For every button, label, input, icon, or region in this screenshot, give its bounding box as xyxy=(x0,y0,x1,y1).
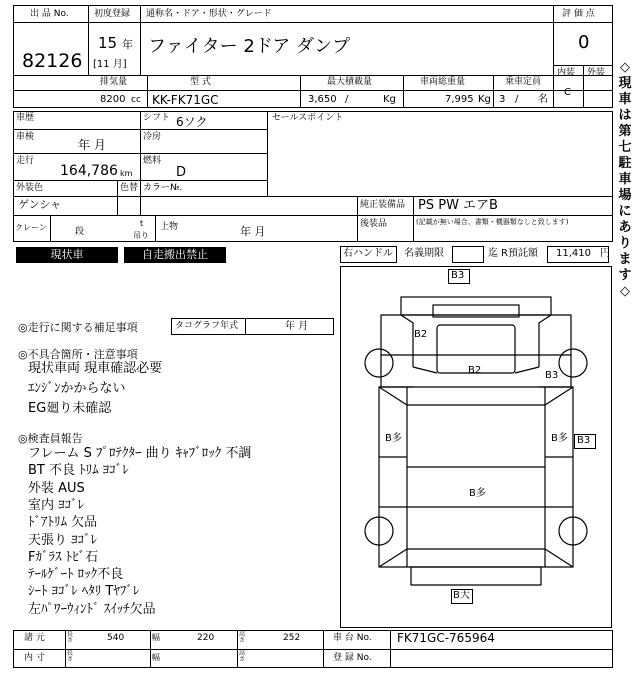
note-line: ﾄﾞｱﾄﾘﾑ 欠品 xyxy=(28,515,98,531)
length-value: 540 xyxy=(107,633,125,643)
inspector-title: ◎検査員報告 xyxy=(18,432,83,445)
aftermarket-note: (記載が無い場合、書類・機器類なしと致します) xyxy=(416,218,569,226)
color-no-label: カラー№. xyxy=(143,183,183,193)
fuel-value: D xyxy=(176,165,187,180)
tacho-label: タコグラフ年式 xyxy=(175,321,239,331)
max-load-label: 最大積載量 xyxy=(327,77,373,87)
upper-label: 上物 xyxy=(160,222,179,232)
note-line: EG廻り未確認 xyxy=(28,401,112,416)
max-load-slash: / xyxy=(345,94,349,105)
side-banner-text: ◇ 現 車 は 第 七 駐 車 場 に あ り ま す ◇ xyxy=(618,60,632,299)
interior-dims-label: 内 寸 xyxy=(24,653,45,663)
note-line: 室内 ﾖｺﾞﾚ xyxy=(28,497,85,513)
note-line: BT 不良 ﾄﾘﾑ ﾖｺﾞﾚ xyxy=(28,463,129,479)
shift-label: シフト xyxy=(143,113,171,123)
inner-length-label: 長さ xyxy=(67,650,74,663)
aftermarket-label: 後装品 xyxy=(360,219,388,229)
mark-label-b2-cab: B2 xyxy=(468,365,482,376)
note-line: 左ﾊﾟﾜｰｳｨﾝﾄﾞ ｽｲｯﾁ欠品 xyxy=(28,601,156,617)
tacho-value: 年 月 xyxy=(285,321,309,332)
first-reg-month: [11 月] xyxy=(93,59,127,70)
km-unit: km xyxy=(120,169,133,178)
dims-label: 諸 元 xyxy=(24,633,45,643)
note-line: ｼｰﾄ ﾖｺﾞﾚ ﾍﾀﾘ Tﾔﾌﾞﾚ xyxy=(28,584,140,600)
note-line: ﾃｰﾙｹﾞｰﾄ ﾛｯｸ不良 xyxy=(28,567,124,583)
inner-height-label: 高さ xyxy=(239,650,246,663)
registration-label: 登 録 No. xyxy=(333,653,372,663)
mark-label-bmulti-right: B多 xyxy=(551,433,568,444)
truck-top-view xyxy=(341,267,611,627)
right-handle: 右ハンドル xyxy=(343,248,393,259)
shift-value: 6ソク xyxy=(176,115,208,129)
vehicle-name: ファイター 2ドア ダンプ xyxy=(148,36,351,57)
mark-label-blarge-rear: B大 xyxy=(453,590,470,601)
width-value: 220 xyxy=(197,633,215,643)
driving-title: ◎走行に関する補足事項 xyxy=(18,321,138,334)
capacity-label: 乗車定員 xyxy=(505,77,542,87)
gross-weight-value: 7,995 xyxy=(445,94,474,105)
height-value: 252 xyxy=(283,633,301,643)
side-banner xyxy=(615,60,635,360)
genuine-label: 純正装備品 xyxy=(360,200,406,210)
crane-lift: 吊り xyxy=(133,231,149,240)
mark-label-bmulti-left: B多 xyxy=(385,433,402,444)
gross-weight-label: 車両総重量 xyxy=(420,77,466,87)
mark-label-b3-front: B3 xyxy=(451,270,465,281)
vehicle-name-label: 通称名・ドア・形状・グレード xyxy=(146,9,272,19)
cc-unit: cc xyxy=(131,95,141,105)
interior-grade: C xyxy=(564,87,571,98)
mileage-label: 走行 xyxy=(16,156,35,166)
damage-diagram xyxy=(340,266,612,628)
rmeter-label: R預託額 xyxy=(501,248,538,259)
inner-width-label: 幅 xyxy=(152,653,160,662)
inspection-value: 年 月 xyxy=(78,138,106,152)
color-value: ゲンシャ xyxy=(18,198,62,211)
note-line: 現状車両 現車確認必要 xyxy=(28,361,163,376)
color-label: 外装色 xyxy=(16,183,44,193)
note-line: Fｶﾞﾗｽ ﾄﾋﾞ石 xyxy=(28,549,99,565)
defects-title: ◎不具合箇所・注意事項 xyxy=(18,348,138,361)
model-value: KK-FK71GC xyxy=(152,93,219,107)
model-label: 型 式 xyxy=(190,77,211,87)
genuine-value: PS PW エアB xyxy=(418,198,498,213)
self-drive-prohibited-badge: 自走搬出禁止 xyxy=(124,247,226,263)
aircon-label: 冷房 xyxy=(143,132,162,142)
mark-label-b3-right: B3 xyxy=(545,370,559,381)
note-line: 外装 AUS xyxy=(28,480,85,496)
mark-label-b3-side: B3 xyxy=(577,435,591,446)
name-change-deadline: 名義期限 xyxy=(404,248,444,259)
chassis-label: 車 台 No. xyxy=(333,633,372,643)
max-load-kg: Kg xyxy=(383,94,396,105)
note-line: 天張り ﾖｺﾞﾚ xyxy=(28,532,98,548)
capacity-value: 3 xyxy=(499,94,506,105)
odo-label: 迄 xyxy=(488,248,498,259)
capacity-unit: 名 xyxy=(538,94,548,105)
height-label: 高さ xyxy=(239,631,246,644)
interior-grade-label: 内装 xyxy=(557,68,576,78)
chassis-value: FK71GC-765964 xyxy=(397,631,495,645)
upper-value: 年 月 xyxy=(240,225,266,238)
mark-label-bmulti-bed: B多 xyxy=(469,488,486,499)
score-value: 0 xyxy=(578,32,590,53)
crane-label: クレーン xyxy=(15,223,47,232)
displacement-label: 排気量 xyxy=(100,77,128,87)
score-label: 評 価 点 xyxy=(562,9,595,19)
listing-no-label: 出 品 No. xyxy=(30,9,69,19)
note-line: フレーム S ﾌﾟﾛﾃｸﾀｰ 曲り ｷｬﾌﾞﾛｯｸ 不調 xyxy=(28,446,252,461)
max-load-value: 3,650 xyxy=(308,94,337,105)
first-reg-year: 15 xyxy=(98,34,118,52)
current-status-badge: 現状車 xyxy=(16,247,118,263)
inspection-label: 車検 xyxy=(16,132,35,142)
mark-label-b2-window: B2 xyxy=(414,329,428,340)
first-reg-label: 初度登録 xyxy=(94,9,131,19)
history-label: 車歴 xyxy=(16,113,35,123)
year-unit: 年 xyxy=(122,38,133,51)
fuel-label: 燃料 xyxy=(143,156,162,166)
mileage-value: 164,786 xyxy=(60,163,118,179)
crane-t: t xyxy=(140,219,144,228)
color-change-label: 色替 xyxy=(120,183,139,193)
capacity-slash: / xyxy=(515,94,519,105)
exterior-grade-label: 外装 xyxy=(587,68,606,78)
deadline-box xyxy=(452,246,484,263)
sales-point-label: セールスポイント xyxy=(272,113,344,123)
rmeter-value: 11,410 xyxy=(556,248,591,259)
yen-unit: 円 xyxy=(600,248,610,259)
crane-steps: 段 xyxy=(75,227,85,237)
length-label: 長さ xyxy=(67,631,74,644)
gross-weight-kg: Kg xyxy=(478,94,491,105)
width-label: 幅 xyxy=(152,633,160,642)
note-line: ｴﾝｼﾞﾝかからない xyxy=(28,381,126,396)
displacement-value: 8200 xyxy=(100,94,126,105)
listing-no: 82126 xyxy=(22,50,83,72)
